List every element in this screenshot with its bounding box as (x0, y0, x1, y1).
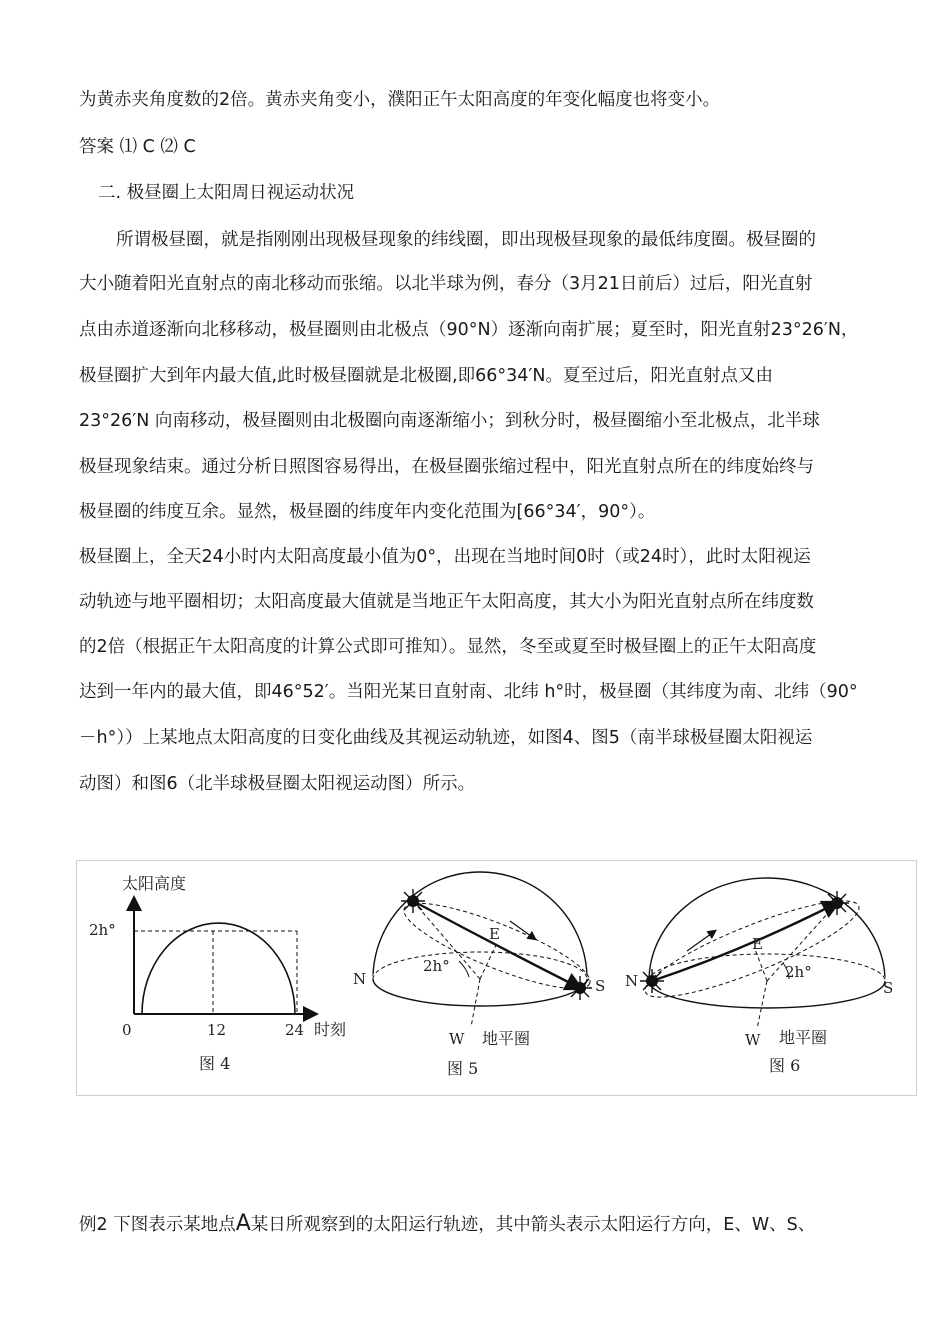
paragraph-line: 极昼圈的纬度互余。显然，极昼圈的纬度年内变化范围为[66°34′，90°）。 (79, 502, 656, 522)
paragraph-line: 极昼圈扩大到年内最大值,此时极昼圈就是北极圈,即66°34′N。夏至过后，阳光直射点又由 (79, 366, 773, 386)
paragraph-line: 大小随着阳光直射点的南北移动而张缩。以北半球为例，春分（3月21日前后）过后，阳光直射 (79, 274, 813, 294)
paragraph-line: 极昼现象结束。通过分析日照图容易得出，在极昼圈张缩过程中，阳光直射点所在的纬度始终与 (79, 457, 814, 477)
fig6-label-n: N (625, 972, 639, 990)
fig4-xlabel: 时刻 (314, 1020, 347, 1039)
fig4-ytick: 2h° (89, 921, 116, 939)
example-suffix: 某日所观察到的太阳运行轨迹，其中箭头表示太阳运行方向，E、W、S、 (250, 1215, 816, 1235)
paragraph-line: 点由赤道逐渐向北移移动，极昼圈则由北极点（90°N）逐渐向南扩展；夏至时，阳光直射23°26′N， (79, 320, 859, 340)
fig5-label-n: N (353, 970, 367, 988)
fig6-label-w: W (745, 1031, 761, 1049)
line-1: 为黄赤夹角度数的2倍。黄赤夹角变小，濮阳正午太阳高度的年变化幅度也将变小。 (79, 90, 721, 110)
fig4-xtick-24: 24 (285, 1021, 305, 1039)
fig6-horizon-label: 地平圈 (779, 1028, 828, 1047)
fig6-label-s: S (883, 979, 894, 997)
example-letter: A (235, 1211, 251, 1236)
fig5-horizon-label: 地平圈 (482, 1029, 531, 1048)
fig4-ylabel: 太阳高度 (122, 874, 187, 893)
fig5-label-e: E (489, 925, 500, 943)
fig5-label-w: W (449, 1030, 465, 1048)
paragraph-line: －h°））上某地点太阳高度的日变化曲线及其视运动轨迹，如图4、图5（南半球极昼圈太阳视运 (79, 728, 813, 748)
fig4-xtick-12: 12 (207, 1021, 227, 1039)
example-prefix: 例2 下图表示某地点 (79, 1215, 236, 1235)
paragraph-line: 所谓极昼圈，就是指刚刚出现极昼现象的纬线圈，即出现极昼现象的最低纬度圈。极昼圈的 (116, 230, 816, 250)
section-heading: 二. 极昼圈上太阳周日视运动状况 (98, 183, 355, 203)
figure-6 (625, 878, 893, 1075)
sun-icon (568, 976, 592, 1000)
fig5-caption: 图 5 (447, 1059, 479, 1078)
paragraph-line: 的2倍（根据正午太阳高度的计算公式即可推知）。显然，冬至或夏至时极昼圈上的正午太阳高度 (79, 637, 817, 657)
fig6-caption: 图 6 (769, 1056, 801, 1075)
paragraph-line: 动图）和图6（北半球极昼圈太阳视运动图）所示。 (79, 774, 476, 794)
fig6-label-e: E (752, 935, 763, 953)
figure-4 (89, 874, 346, 1073)
sun-icon (825, 891, 849, 915)
fig6-angle: 2h° (785, 963, 812, 981)
example-line (79, 1212, 815, 1237)
figure-5 (353, 872, 605, 1078)
fig4-xtick-0: 0 (122, 1021, 132, 1039)
paragraph-line: 动轨迹与地平圈相切；太阳高度最大值就是当地正午太阳高度，其大小为阳光直射点所在纬度数 (79, 592, 814, 612)
fig5-angle: 2h° (423, 957, 450, 975)
figure-diagrams (77, 861, 916, 1095)
fig5-label-s: S (595, 977, 606, 995)
paragraph-line: 极昼圈上，全天24小时内太阳高度最小值为0°，出现在当地时间0时（或24时），此时太阳视运 (79, 547, 811, 567)
paragraph-line: 达到一年内的最大值，即46°52′。当阳光某日直射南、北纬 h°时，极昼圈（其纬度为南、北纬（90° (79, 682, 858, 702)
paragraph-line: 23°26′N 向南移动，极昼圈则由北极圈向南逐渐缩小；到秋分时，极昼圈缩小至北极点，北半球 (79, 411, 820, 431)
answer-line: 答案 ⑴ C ⑵ C (79, 137, 196, 157)
sun-icon (401, 889, 425, 913)
fig4-caption: 图 4 (199, 1054, 231, 1073)
figure-panel (76, 860, 917, 1096)
sun-icon (640, 969, 664, 993)
